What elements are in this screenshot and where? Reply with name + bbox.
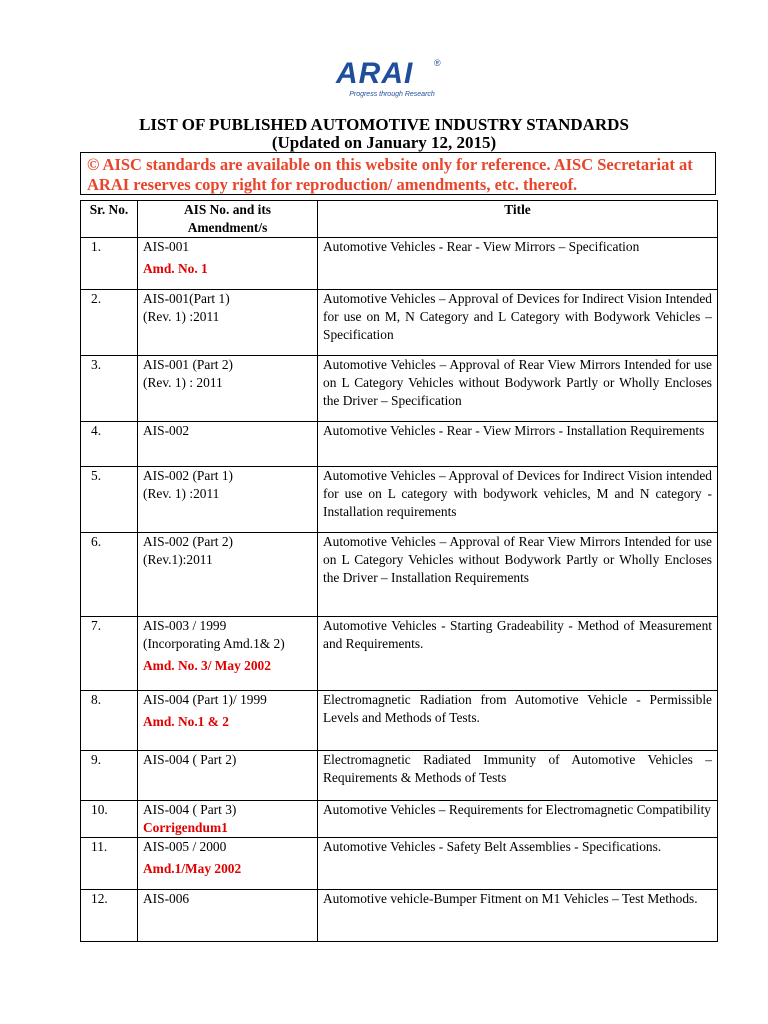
ais-number: AIS-003 / 1999 [143, 618, 227, 633]
ais-revision: (Rev. 1) : 2011 [143, 375, 223, 390]
row-title: Electromagnetic Radiated Immunity of Automotive Vehicles – Requirements & Methods of Tests [318, 751, 718, 801]
row-title: Electromagnetic Radiation from Automotive Vehicle - Permissible Levels and Methods of Tests. [318, 691, 718, 751]
ais-number: AIS-001 [143, 239, 190, 254]
table-row [81, 238, 718, 290]
table-row [81, 290, 718, 356]
row-sr-no: 4. [81, 422, 138, 467]
ais-revision: (Incorporating Amd.1& 2) [143, 636, 285, 651]
table-header-row [81, 201, 718, 238]
row-sr-no: 12. [81, 890, 138, 942]
ais-revision: (Rev.1):2011 [143, 552, 213, 567]
header-title: Title [318, 201, 718, 238]
row-title: Automotive Vehicles - Safety Belt Assemblies - Specifications. [318, 838, 718, 890]
row-ais-number [138, 290, 318, 356]
row-sr-no: 3. [81, 356, 138, 422]
amendment-label: Amd. No. 3/ May 2002 [143, 658, 271, 673]
row-title: Automotive Vehicles – Requirements for Electromagnetic Compatibility [318, 801, 718, 838]
row-ais-number [138, 467, 318, 533]
logo-wordmark: ARAI [336, 57, 414, 90]
arai-logo [332, 58, 452, 104]
row-title: Automotive Vehicles – Approval of Rear View Mirrors Intended for use on L Category Vehicles without Bodywork Partly or Wholly Encloses the Driver – Installation Requirements [318, 533, 718, 617]
amendment-label: Amd.1/May 2002 [143, 861, 242, 876]
row-ais-number [138, 751, 318, 801]
table-row [81, 467, 718, 533]
ais-number: AIS-004 (Part 1)/ 1999 [143, 692, 267, 707]
table-row [81, 617, 718, 691]
row-title: Automotive Vehicles - Rear - View Mirrors – Specification [318, 238, 718, 290]
update-date: (Updated on January 12, 2015) [271, 133, 497, 152]
table-row [81, 533, 718, 617]
table-row [81, 422, 718, 467]
row-sr-no: 7. [81, 617, 138, 691]
row-ais-number [138, 238, 318, 290]
row-sr-no: 8. [81, 691, 138, 751]
ais-number: AIS-002 (Part 1) [143, 468, 234, 483]
row-title: Automotive Vehicles – Approval of Devices for Indirect Vision intended for use on L category with bodywork vehicles, M and N category - Installation requirements [318, 467, 718, 533]
row-title: Automotive vehicle-Bumper Fitment on M1 Vehicles – Test Methods. [318, 890, 718, 942]
ais-number: AIS-004 ( Part 2) [143, 752, 237, 767]
logo-tagline: Progress through Research [349, 91, 435, 98]
row-title: Automotive Vehicles - Starting Gradeability - Method of Measurement and Requirements. [318, 617, 718, 691]
ais-number: AIS-001 (Part 2) [143, 357, 234, 372]
row-sr-no: 11. [81, 838, 138, 890]
row-sr-no: 6. [81, 533, 138, 617]
row-ais-number [138, 838, 318, 890]
standards-table [80, 200, 718, 942]
row-sr-no: 2. [81, 290, 138, 356]
table-row [81, 356, 718, 422]
row-title: Automotive Vehicles – Approval of Rear View Mirrors Intended for use on L Category Vehicles without Bodywork Partly or Wholly Encloses the Driver – Specification [318, 356, 718, 422]
table-row [81, 801, 718, 838]
registered-mark: ® [434, 58, 441, 68]
ais-number: AIS-005 / 2000 [143, 839, 227, 854]
ais-revision: (Rev. 1) :2011 [143, 309, 220, 324]
amendment-label: Amd. No. 1 [143, 261, 208, 276]
row-ais-number [138, 356, 318, 422]
copyright-notice: © AISC standards are available on this website only for reference. AISC Secretariat at ARAI reserves copy right for reproduction/ amendments, etc. thereof. [80, 152, 716, 195]
ais-revision: (Rev. 1) :2011 [143, 486, 220, 501]
amendment-label: Corrigendum1 [143, 820, 228, 835]
row-sr-no: 1. [81, 238, 138, 290]
row-ais-number [138, 617, 318, 691]
table-row [81, 890, 718, 942]
row-ais-number [138, 533, 318, 617]
ais-number: AIS-006 [143, 891, 190, 906]
row-sr-no: 9. [81, 751, 138, 801]
row-title: Automotive Vehicles - Rear - View Mirrors - Installation Requirements [318, 422, 718, 467]
ais-number: AIS-002 [143, 423, 190, 438]
table-row [81, 838, 718, 890]
header-ais-no: AIS No. and its Amendment/s [138, 201, 318, 238]
document-title: LIST OF PUBLISHED AUTOMOTIVE INDUSTRY STANDARDS [139, 115, 629, 134]
row-ais-number [138, 801, 318, 838]
row-ais-number [138, 422, 318, 467]
amendment-label: Amd. No.1 & 2 [143, 714, 229, 729]
ais-number: AIS-001(Part 1) [143, 291, 230, 306]
ais-number: AIS-004 ( Part 3) [143, 802, 237, 817]
row-ais-number [138, 691, 318, 751]
header-sr-no: Sr. No. [81, 201, 138, 238]
ais-number: AIS-002 (Part 2) [143, 534, 234, 549]
row-sr-no: 5. [81, 467, 138, 533]
row-sr-no: 10. [81, 801, 138, 838]
table-row [81, 691, 718, 751]
row-ais-number [138, 890, 318, 942]
table-row [81, 751, 718, 801]
row-title: Automotive Vehicles – Approval of Devices for Indirect Vision Intended for use on M, N Category and L Category with Bodywork Vehicles – Specification [318, 290, 718, 356]
